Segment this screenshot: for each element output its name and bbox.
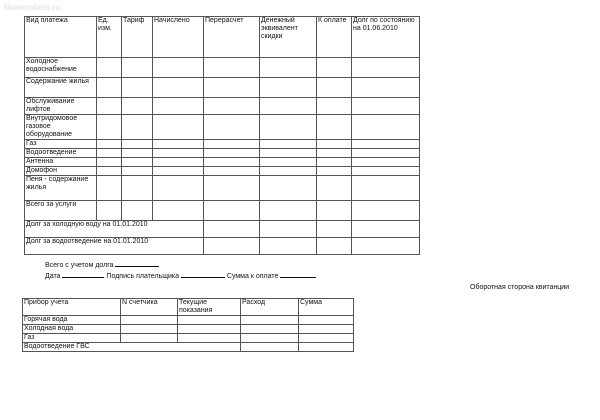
empty-cell: [204, 176, 260, 201]
row-label: Водоотведение: [25, 149, 97, 158]
table-row: [25, 98, 420, 115]
table-row: [25, 176, 420, 201]
empty-cell: [178, 325, 241, 334]
row-label: Газ: [23, 334, 121, 343]
row-label: Домофон: [25, 167, 97, 176]
empty-cell: [260, 58, 317, 78]
empty-cell: [97, 140, 122, 149]
empty-cell: [317, 98, 352, 115]
empty-cell: [352, 140, 420, 149]
empty-cell: [260, 238, 317, 255]
empty-cell: [204, 201, 260, 221]
row-label: Газ: [25, 140, 97, 149]
empty-cell: [204, 158, 260, 167]
empty-cell: [352, 201, 420, 221]
empty-cell: [153, 167, 204, 176]
table-row: [25, 167, 420, 176]
row-label: Пеня - содержание жилья: [25, 176, 97, 201]
empty-cell: [121, 325, 178, 334]
empty-cell: [260, 158, 317, 167]
debt-row: [25, 221, 420, 238]
header-cell: Ед. изм.: [97, 17, 122, 58]
empty-cell: [204, 238, 260, 255]
empty-cell: [241, 325, 299, 334]
table-row: [23, 316, 354, 325]
empty-cell: [260, 149, 317, 158]
empty-cell: [122, 98, 153, 115]
empty-cell: [260, 115, 317, 140]
row-label: Горячая вода: [23, 316, 121, 325]
empty-cell: [97, 78, 122, 98]
empty-cell: [317, 78, 352, 98]
empty-cell: [122, 58, 153, 78]
empty-cell: [299, 343, 354, 352]
empty-cell: [153, 78, 204, 98]
row-label: Холодное водоснабжение: [25, 58, 97, 78]
header-cell: Прибор учета: [23, 299, 121, 316]
date-label: Дата: [45, 273, 61, 280]
empty-cell: [317, 201, 352, 221]
table-row: [23, 334, 354, 343]
empty-cell: [317, 176, 352, 201]
total-with-debt-line: [45, 260, 159, 268]
header-cell: Текущие показания: [178, 299, 241, 316]
empty-cell: [352, 176, 420, 201]
total-blank: [115, 260, 159, 267]
empty-cell: [299, 325, 354, 334]
signature-label: Подпись плательщика: [106, 273, 179, 280]
header-cell: Тариф: [122, 17, 153, 58]
empty-cell: [260, 201, 317, 221]
row-label: Обслуживание лифтов: [25, 98, 97, 115]
row-label: Долг за холодную воду на 01.01.2010: [25, 221, 204, 238]
empty-cell: [260, 98, 317, 115]
empty-cell: [153, 201, 204, 221]
empty-cell: [317, 149, 352, 158]
amount-label: Сумма к оплате: [226, 273, 279, 280]
header-cell: Расход: [241, 299, 299, 316]
amount-blank: [280, 271, 316, 278]
empty-cell: [122, 201, 153, 221]
empty-cell: [260, 176, 317, 201]
empty-cell: [260, 167, 317, 176]
empty-cell: [204, 149, 260, 158]
table-row: [25, 115, 420, 140]
row-label: Долг за водоотведение на 01.01.2010: [25, 238, 204, 255]
empty-cell: [122, 78, 153, 98]
table-row: [25, 78, 420, 98]
empty-cell: [317, 58, 352, 78]
header-cell: Денежный эквивалент скидки: [260, 17, 317, 58]
table-row: [23, 325, 354, 334]
empty-cell: [121, 316, 178, 325]
empty-cell: [241, 343, 299, 352]
empty-cell: [352, 167, 420, 176]
empty-cell: [204, 98, 260, 115]
empty-cell: [317, 140, 352, 149]
table-header-row: [25, 17, 420, 58]
empty-cell: [204, 78, 260, 98]
empty-cell: [121, 334, 178, 343]
header-cell: Вид платежа: [25, 17, 97, 58]
header-cell: Перерасчет: [204, 17, 260, 58]
empty-cell: [122, 167, 153, 176]
table-row: [25, 58, 420, 78]
reverse-side-caption: Оборотная сторона квитанции: [470, 284, 570, 291]
header-cell: Долг по состоянию на 01.06.2010: [352, 17, 420, 58]
empty-cell: [260, 78, 317, 98]
empty-cell: [97, 176, 122, 201]
header-cell: Сумма: [299, 299, 354, 316]
row-label: Содержание жилья: [25, 78, 97, 98]
empty-cell: [352, 98, 420, 115]
empty-cell: [153, 149, 204, 158]
empty-cell: [97, 58, 122, 78]
row-label: Внутридомовое газовое оборудование: [25, 115, 97, 140]
empty-cell: [204, 115, 260, 140]
row-label: Антенна: [25, 158, 97, 167]
empty-cell: [317, 221, 352, 238]
empty-cell: [352, 115, 420, 140]
empty-cell: [352, 78, 420, 98]
watermark: Nomembers.ru: [4, 3, 61, 12]
empty-cell: [122, 115, 153, 140]
row-label: Водоотведение ГВС: [23, 343, 241, 352]
empty-cell: [178, 316, 241, 325]
empty-cell: [352, 221, 420, 238]
empty-cell: [352, 158, 420, 167]
meters-table: [22, 298, 354, 352]
empty-cell: [204, 58, 260, 78]
empty-cell: [153, 115, 204, 140]
empty-cell: [178, 334, 241, 343]
row-label: Холодная вода: [23, 325, 121, 334]
empty-cell: [317, 167, 352, 176]
empty-cell: [204, 167, 260, 176]
empty-cell: [122, 149, 153, 158]
empty-cell: [122, 176, 153, 201]
date-blank: [62, 271, 104, 278]
table-row: [25, 149, 420, 158]
total-with-debt-label: Всего с учетом долга: [45, 262, 114, 269]
empty-cell: [97, 158, 122, 167]
signature-line: [45, 271, 316, 279]
table-row: [25, 201, 420, 221]
empty-cell: [97, 98, 122, 115]
table-row: [25, 140, 420, 149]
table-row: [25, 158, 420, 167]
empty-cell: [299, 334, 354, 343]
empty-cell: [260, 221, 317, 238]
table-header-row: [23, 299, 354, 316]
signature-blank: [181, 271, 225, 278]
empty-cell: [153, 58, 204, 78]
header-cell: К оплате: [317, 17, 352, 58]
header-cell: N счетчика: [121, 299, 178, 316]
row-label: Всего за услуги: [25, 201, 97, 221]
empty-cell: [317, 158, 352, 167]
empty-cell: [299, 316, 354, 325]
empty-cell: [122, 158, 153, 167]
empty-cell: [97, 149, 122, 158]
empty-cell: [204, 140, 260, 149]
empty-cell: [260, 140, 317, 149]
empty-cell: [317, 238, 352, 255]
empty-cell: [153, 98, 204, 115]
empty-cell: [122, 140, 153, 149]
empty-cell: [317, 115, 352, 140]
empty-cell: [241, 316, 299, 325]
empty-cell: [352, 149, 420, 158]
empty-cell: [241, 334, 299, 343]
empty-cell: [153, 140, 204, 149]
empty-cell: [97, 167, 122, 176]
header-cell: Начислено: [153, 17, 204, 58]
debt-row: [25, 238, 420, 255]
empty-cell: [204, 221, 260, 238]
table-row: [23, 343, 354, 352]
empty-cell: [352, 58, 420, 78]
payment-table: [24, 16, 420, 255]
empty-cell: [153, 176, 204, 201]
empty-cell: [97, 201, 122, 221]
empty-cell: [97, 115, 122, 140]
empty-cell: [153, 158, 204, 167]
empty-cell: [352, 238, 420, 255]
